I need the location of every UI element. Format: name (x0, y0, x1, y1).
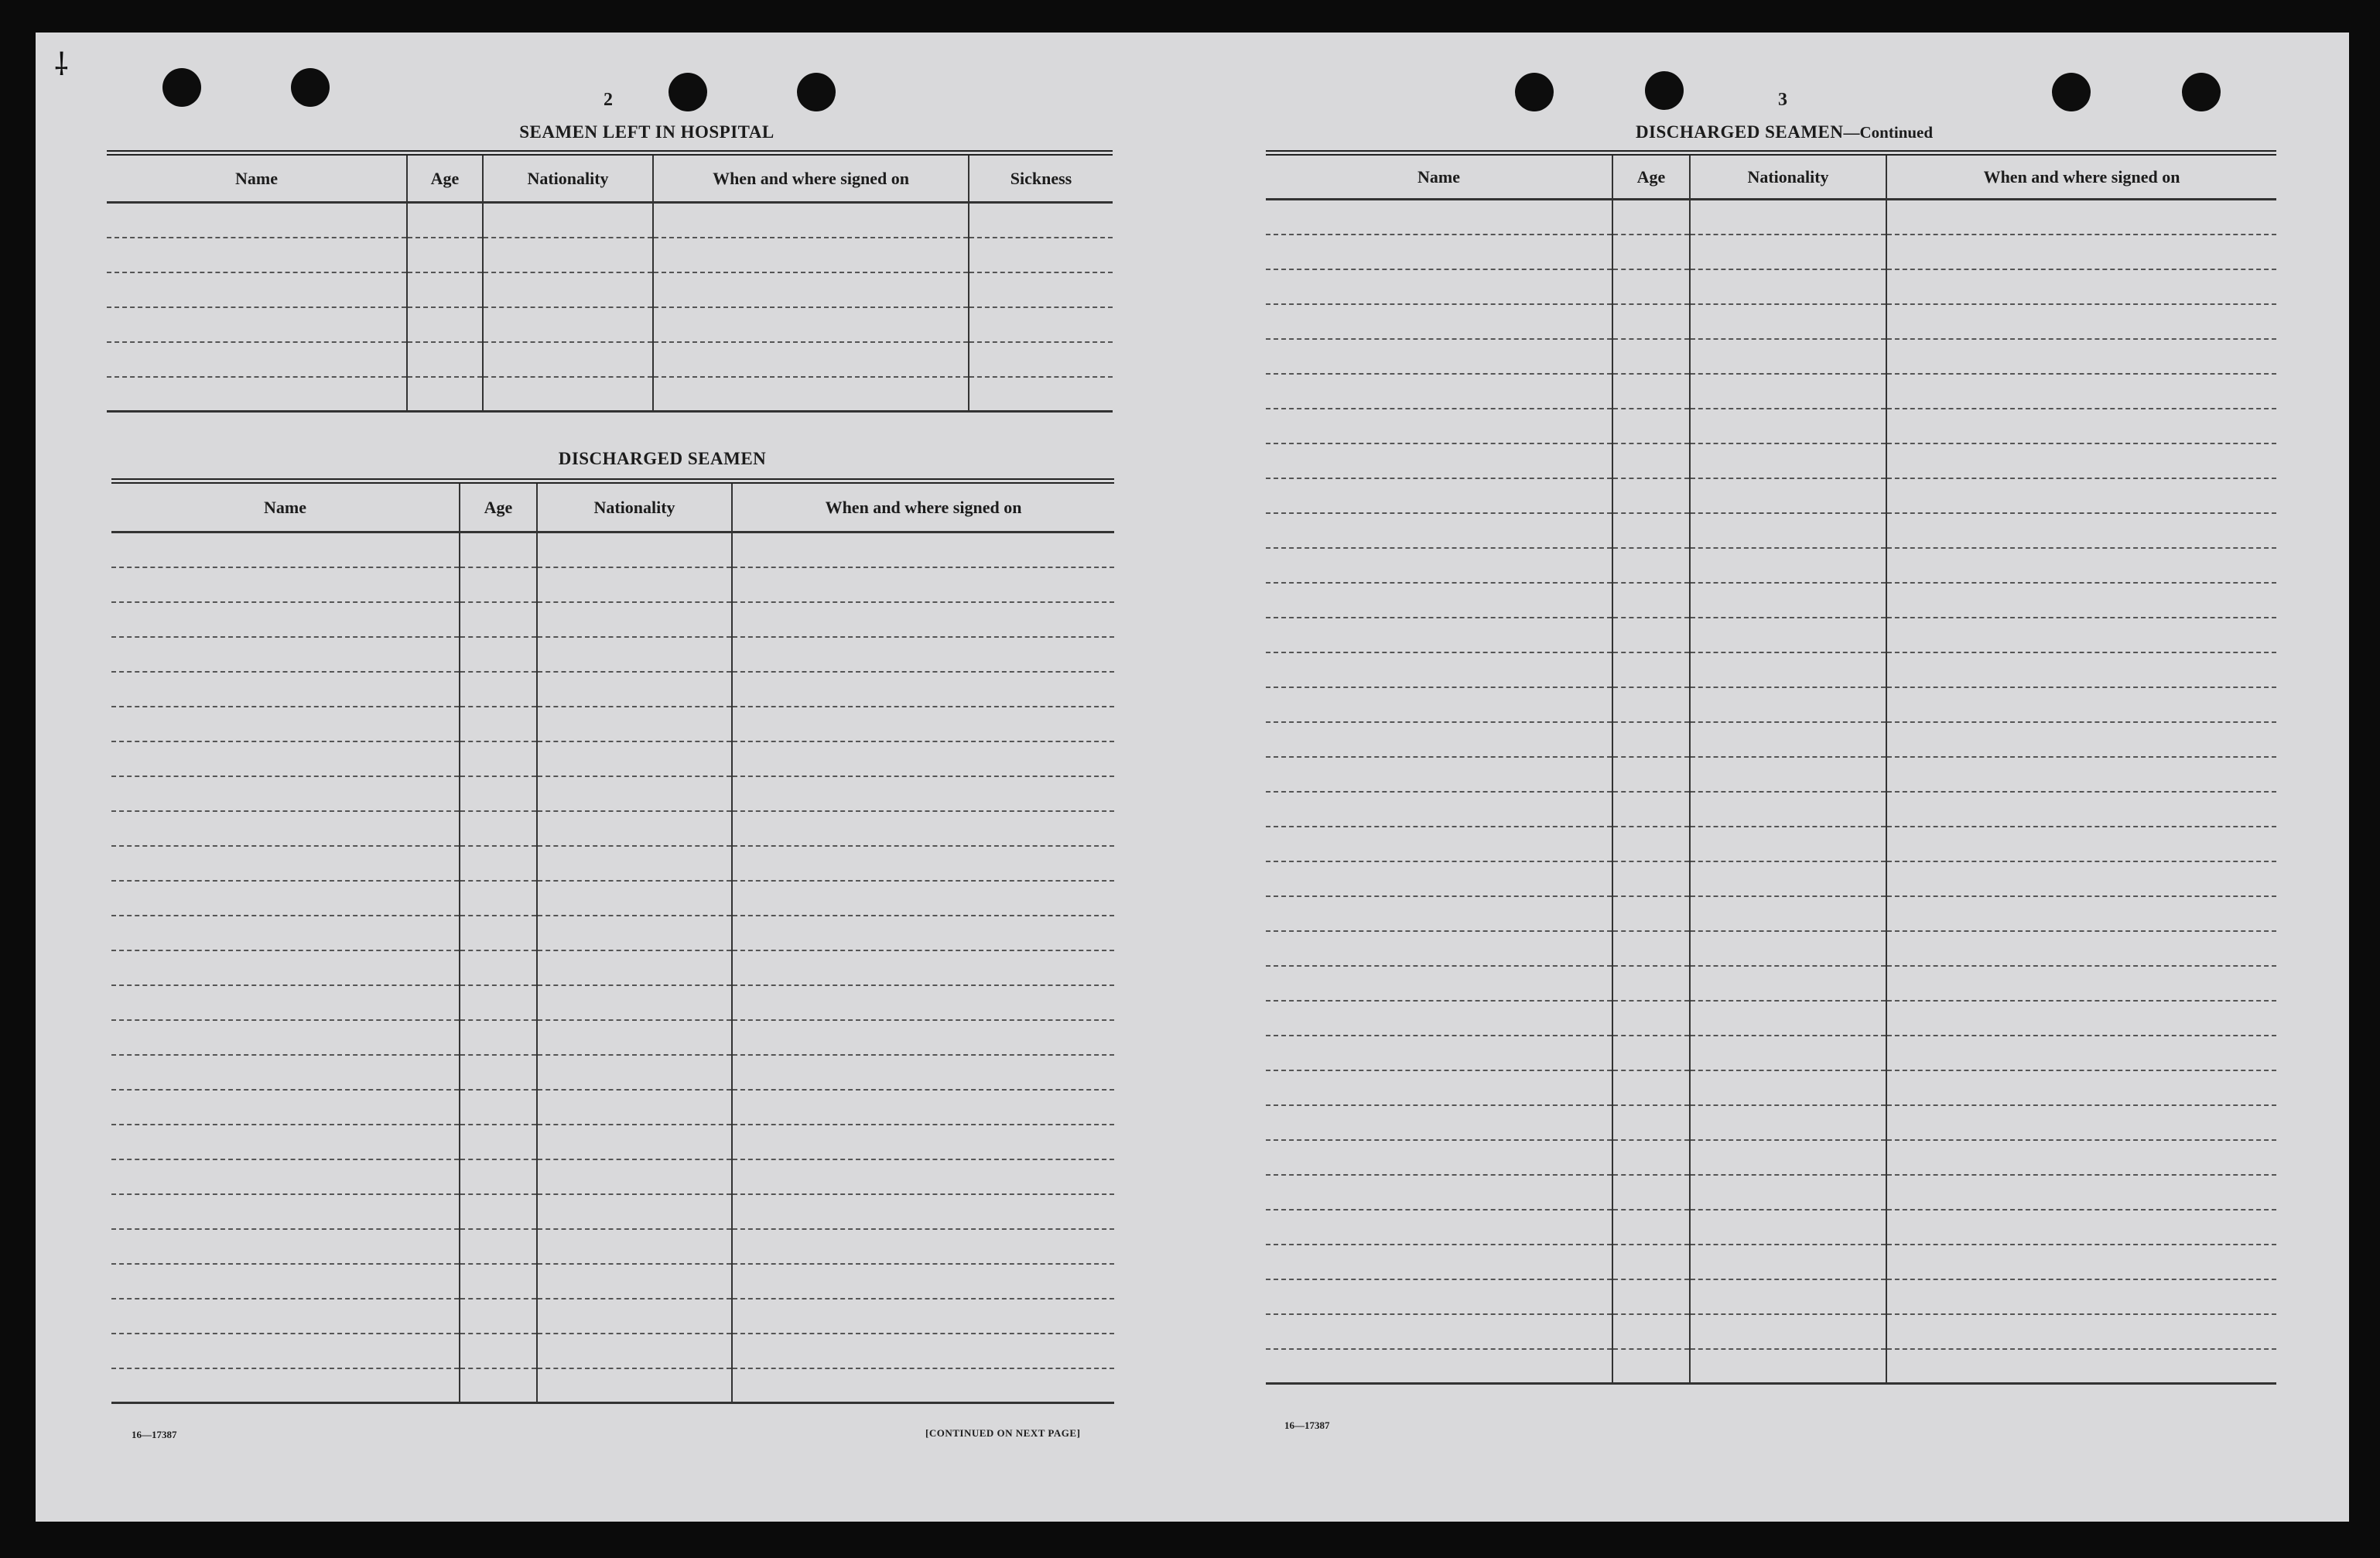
table-cell (107, 238, 407, 272)
table-cell (107, 377, 407, 412)
col-header-name: Name (1266, 153, 1612, 200)
discharged-table-left (111, 478, 1114, 1404)
col-header-nationality: Nationality (1690, 153, 1886, 200)
discharged-section-title-right (1583, 122, 1985, 142)
hospital-table-body (107, 203, 1113, 412)
col-header-name: Name (111, 481, 460, 532)
col-header-age: Age (460, 481, 537, 532)
col-header-name: Name (107, 153, 407, 203)
punch-hole (162, 68, 201, 107)
col-header-signed-on: When and where signed on (653, 153, 969, 203)
col-header-age: Age (1612, 153, 1690, 200)
discharged-title-main: DISCHARGED SEAMEN (1635, 122, 1844, 142)
discharged-table-right-body (1266, 200, 2276, 1384)
scan-mark: ⸸ (54, 47, 69, 82)
punch-hole (797, 73, 836, 111)
discharged-section-title-left: DISCHARGED SEAMEN (558, 449, 767, 468)
hospital-section-title: SEAMEN LEFT IN HOSPITAL (519, 122, 775, 142)
punch-hole (669, 73, 707, 111)
punch-hole (1515, 73, 1554, 111)
col-header-sickness: Sickness (969, 153, 1113, 203)
table-cell (107, 307, 407, 342)
table-cell (107, 203, 407, 238)
punch-hole (1645, 71, 1684, 110)
hospital-table (107, 150, 1113, 413)
table-cell (107, 272, 407, 307)
discharged-title-continued: —Continued (1843, 123, 1934, 142)
col-header-signed-on: When and where signed on (1886, 153, 2276, 200)
form-code-right: 16—17387 (1284, 1419, 1330, 1431)
col-header-signed-on: When and where signed on (732, 481, 1114, 532)
discharged-table-right (1266, 150, 2276, 1385)
col-header-nationality: Nationality (483, 153, 653, 203)
continued-note: [CONTINUED ON NEXT PAGE] (925, 1427, 1081, 1439)
col-header-age: Age (407, 153, 483, 203)
punch-hole (2182, 73, 2221, 111)
punch-hole (2052, 73, 2091, 111)
form-code-left: 16—17387 (132, 1429, 177, 1440)
page-number-left: 2 (604, 90, 613, 110)
discharged-table-left-body (111, 532, 1114, 1403)
table-cell (107, 342, 407, 377)
document-sheet (36, 33, 2349, 1522)
page-number-right: 3 (1778, 90, 1787, 110)
col-header-nationality: Nationality (537, 481, 732, 532)
punch-hole (291, 68, 330, 107)
